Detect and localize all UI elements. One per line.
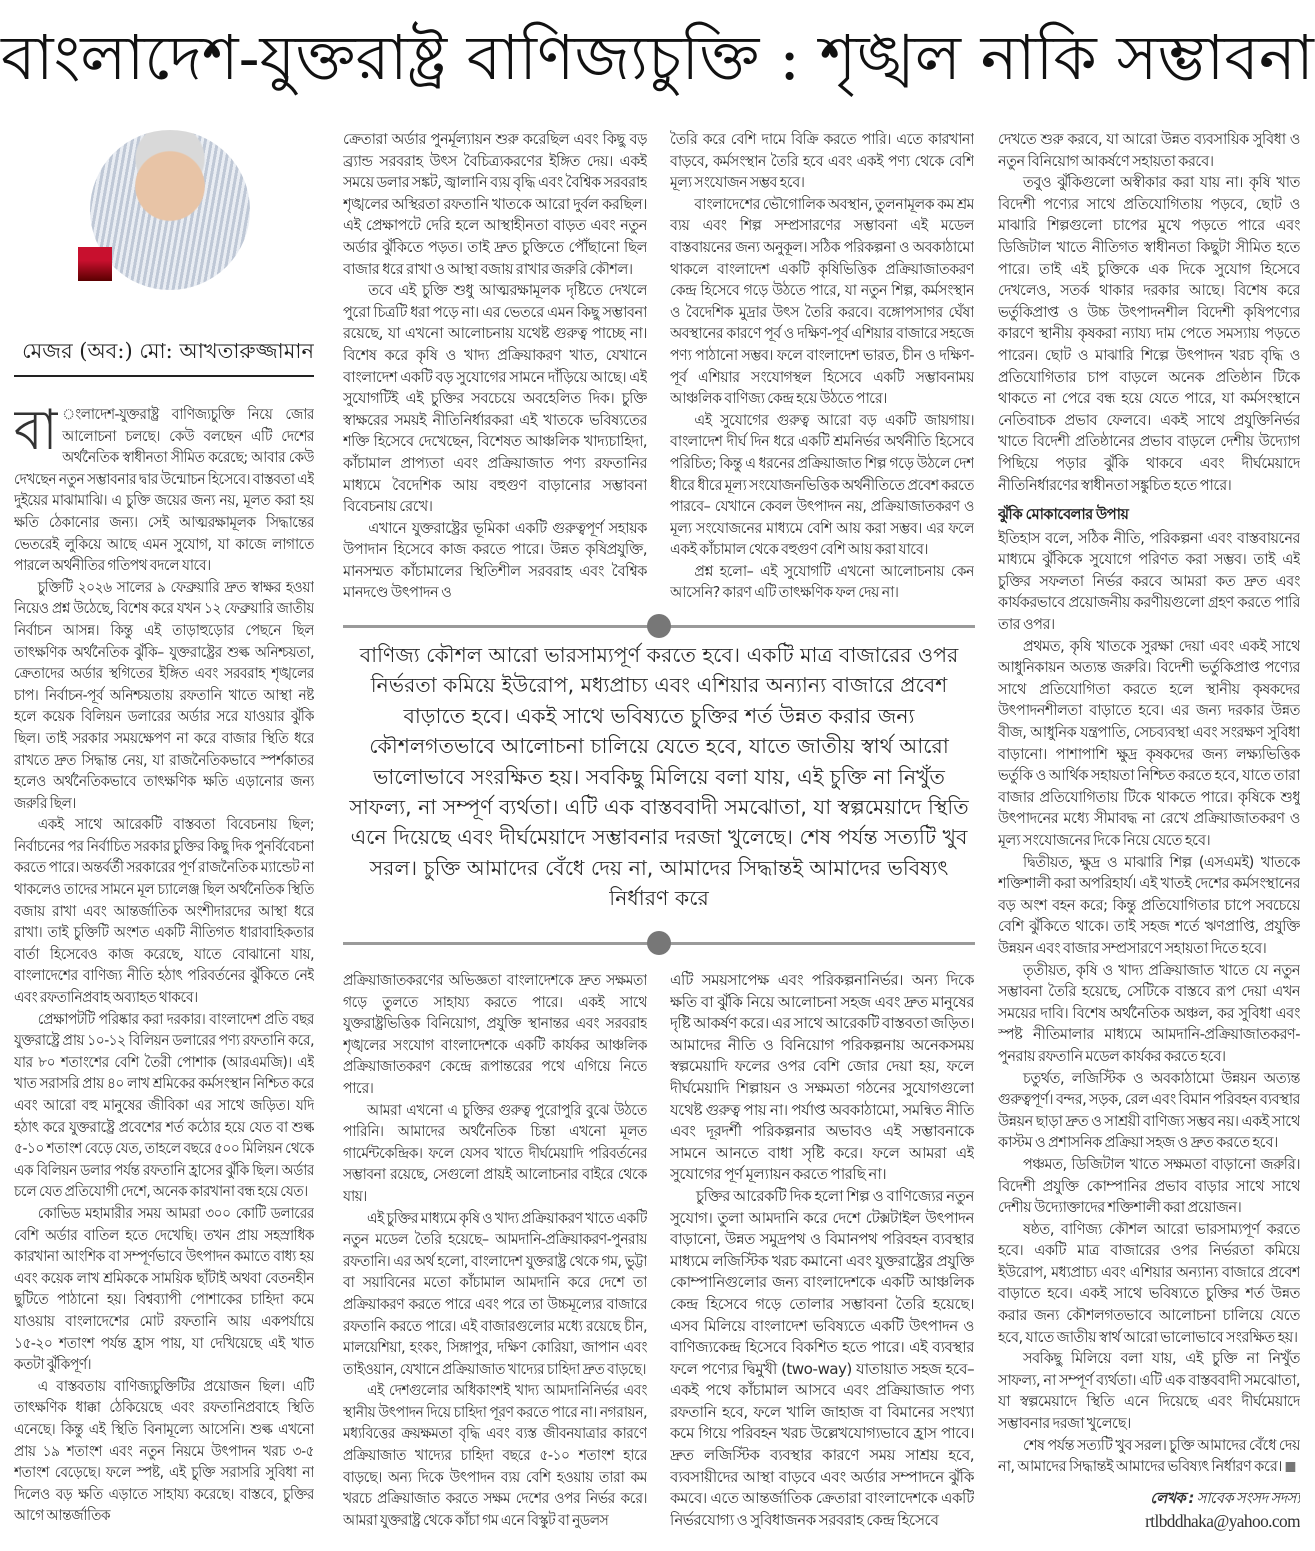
column-3-bottom [670, 970, 974, 1544]
paragraph: এই সুযোগের গুরুত্ব আরো বড় একটি জায়গায়। বাংলাদেশ দীর্ঘ দিন ধরে একটি শ্রমনির্ভর অর্থনীতি হিসেবে পরিচিত; কিন্তু এ ধরনের প্রক্রিয়াজাত শিল্প গড়ে উঠলে দেশ ধীরে ধীরে মূল্য সংযোজনভিত্তিক অর্থনীতিতে প্রবেশ করতে পারবে– যেখানে কেবল উৎপাদন নয়, প্রক্রিয়াজাতকরণ ও মূল্য সংযোজনের মাধ্যমে বেশি আয় করা সম্ভব। এর ফলে একই কাঁচামাল থেকে বহুগুণ বেশি আয় করা যাবে। [670, 410, 974, 559]
end-mark-icon [1286, 1462, 1296, 1472]
paragraph: প্রেক্ষাপটটি পরিষ্কার করা দরকার। বাংলাদেশ প্রতি বছর যুক্তরাষ্ট্রে প্রায় ১০-১২ বিলিয়ন ডলারের পণ্য রফতানি করে, যার ৮০ শতাংশের বেশি তৈরী পোশাক (আরএমজি)। এই খাত সরাসরি প্রায় ৪০ লাখ শ্রমিকের কর্মসংস্থান নিশ্চিত করে এবং আরো বহু মানুষের জীবিকা এর সাথে জড়িত। যদি হঠাৎ করে যুক্তরাষ্ট্রে প্রবেশের শর্ত কঠোর হয়ে যেত বা শুল্ক ৫-১০ শতাংশ বেড়ে যেত, তাহলে বছরে ৫০০ মিলিয়ন থেকে এক বিলিয়ন ডলার পর্যন্ত রফতানি হ্রাসের ঝুঁকি ছিল। অর্ডার চলে যেত প্রতিযোগী দেশে, অনেক কারখানা বন্ধ হয়ে যেত। [14, 1009, 314, 1201]
paragraph: ষষ্ঠত, বাণিজ্য কৌশল আরো ভারসাম্যপূর্ণ করতে হবে। একটি মাত্র বাজারের ওপর নির্ভরতা কমিয়ে ইউরোপ, মধ্যপ্রাচ্য এবং এশিয়ার অন্যান্য বাজারে প্রবেশ বাড়াতে হবে। একই সাথে ভবিষ্যতে চুক্তির শর্ত উন্নত করার জন্য কৌশলগতভাবে আলোচনা চালিয়ে যেতে হবে, যাতে জাতীয় স্বার্থ আরো ভালোভাবে সংরক্ষিত হয়। [998, 1219, 1300, 1346]
photo-accent-block [78, 247, 112, 281]
author-byline: মেজর (অব:) মো: আখতারুজ্জামান [22, 339, 314, 363]
paragraph: এই চুক্তির মাধ্যমে কৃষি ও খাদ্য প্রক্রিয়াকরণ খাতে একটি নতুন মডেল তৈরি হয়েছে– আমদানি-প্রক্রিয়াকরণ-পুনরায় রফতানি। এর অর্থ হলো, বাংলাদেশ যুক্তরাষ্ট্র থেকে গম, ভুট্টা বা সয়াবিনের মতো কাঁচামাল আমদানি করে দেশে তা প্রক্রিয়াকরণ করতে পারে এবং পরে তা উচ্চমূল্যের বাজারে রফতানি করতে পারে। এই বাজারগুলোর মধ্যে রয়েছে চীন, মালয়েশিয়া, হংকং, সিঙ্গাপুর, দক্ষিণ কোরিয়া, জাপান এবং তাইওয়ান, যেখানে প্রক্রিয়াজাত খাদ্যের চাহিদা দ্রুত বাড়ছে। [343, 1208, 647, 1378]
writer-credit [998, 1488, 1300, 1510]
paragraph: ইতিহাস বলে, সঠিক নীতি, পরিকল্পনা এবং বাস্তবায়নের মাধ্যমে ঝুঁকিকে সুযোগে পরিণত করা সম্ভব। তাই এই চুক্তির সফলতা নির্ভর করবে আমরা কত দ্রুত এবং কার্যকরভাবে প্রয়োজনীয় করণীয়গুলো গ্রহণ করতে পারি তার ওপর। [998, 528, 1300, 634]
paragraph: এটি সময়সাপেক্ষ এবং পরিকল্পনানির্ভর। অন্য দিকে ক্ষতি বা ঝুঁকি নিয়ে আলোচনা সহজ এবং দ্রুত মানুষের দৃষ্টি আকর্ষণ করে। এর সাথে আরেকটি বাস্তবতা জড়িত। আমাদের নীতি ও বিনিয়োগ পরিকল্পনায় অনেকসময় স্বল্পমেয়াদি ফলের ওপর বেশি জোর দেয়া হয়, ফলে দীর্ঘমেয়াদি শিল্পায়ন ও সক্ষমতা গঠনের সুযোগগুলো যথেষ্ট গুরুত্ব পায় না। পর্যাপ্ত অবকাঠামো, সমন্বিত নীতি এবং দূরদর্শী পরিকল্পনার অভাবও এই সম্ভাবনাকে সামনে আনতে বাধা সৃষ্টি করে। ফলে আমরা এই সুযোগের পূর্ণ মূল্যায়ন করতে পারছি না। [670, 971, 974, 1184]
paragraph: চুক্তির আরেকটি দিক হলো শিল্প ও বাণিজ্যের নতুন সুযোগ। তুলা আমদানি করে দেশে টেক্সটাইল উৎপাদন বাড়ানো, উন্নত সমুদ্রপথ ও বিমানপথ পরিবহন ব্যবস্থার মাধ্যমে লজিস্টিক খরচ কমানো এবং যুক্তরাষ্ট্রের প্রযুক্তি কোম্পানিগুলোর জন্য বাংলাদেশকে একটি আঞ্চলিক কেন্দ্র হিসেবে গড়ে তোলার সম্ভাবনা তৈরি হয়েছে। এসব মিলিয়ে বাংলাদেশ ভবিষ্যতে একটি উৎপাদন ও বাণিজ্যকেন্দ্র হিসেবে বিকশিত হতে পারে। এই ব্যবস্থার ফলে পণ্যের দ্বিমুখী (two-way) যাতায়াত সহজ হবে– একই পথে কাঁচামাল আসবে এবং প্রক্রিয়াজাত পণ্য রফতানি হবে, ফলে খালি জাহাজ বা বিমানের সংখ্যা কমে গিয়ে পরিবহন খরচ উল্লেখযোগ্যভাবে হ্রাস পাবে। দ্রুত লজিস্টিক ব্যবস্থার কারণে সময় সাশ্রয় হবে, ব্যবসায়ীদের আস্থা বাড়বে এবং অর্ডার সম্পাদনে ঝুঁকি কমবে। এতে আন্তর্জাতিক ক্রেতারা বাংলাদেশকে একটি নির্ভরযোগ্য ও সুবিধাজনক সরবরাহ কেন্দ্র হিসেবে [670, 1186, 974, 1529]
author-email[interactable]: rtlbddhaka@yahoo.com [1145, 1511, 1300, 1532]
paragraph: পঞ্চমত, ডিজিটাল খাতে সক্ষমতা বাড়ানো জরুরি। বিদেশী প্রযুক্তি কোম্পানির প্রভাব বাড়ার সাথে সাথে দেশীয় উদ্যোক্তাদের শক্তিশালী করা প্রয়োজন। [998, 1154, 1300, 1217]
headline: বাংলাদেশ-যুক্তরাষ্ট্র বাণিজ্যচুক্তি : শৃঙ্খল নাকি সম্ভাবনা [1, 21, 1314, 94]
pullquote: বাণিজ্য কৌশল আরো ভারসাম্যপূর্ণ করতে হবে। একটি মাত্র বাজারের ওপর নির্ভরতা কমিয়ে ইউরোপ, মধ্যপ্রাচ্য এবং এশিয়ার অন্যান্য বাজারে প্রবেশ বাড়াতে হবে। একই সাথে ভবিষ্যতে চুক্তির শর্ত উন্নত করার জন্য কৌশলগতভাবে আলোচনা চালিয়ে যেতে হবে, যাতে জাতীয় স্বার্থ আরো ভালোভাবে সংরক্ষিত হয়। সবকিছু মিলিয়ে বলা যায়, এই চুক্তি না নিখুঁত সাফল্য, না সম্পূর্ণ ব্যর্থতা। এটি এক বাস্তববাদী সমঝোতা, যা স্বল্পমেয়াদে স্থিতি এনে দিয়েছে এবং দীর্ঘমেয়াদে সম্ভাবনার দরজা খুলেছে। শেষ পর্যন্ত সত্যটি খুব সরল। চুক্তি আমাদের বেঁধে দেয় না, আমাদের সিদ্ধান্তই আমাদের ভবিষ্যৎ নির্ধারণ করে [349, 643, 969, 911]
paragraph: প্রশ্ন হলো– এই সুযোগটি এখনো আলোচনায় কেন আসেনি? কারণ এটি তাৎক্ষণিক ফল দেয় না। [670, 561, 974, 602]
paragraph: তবুও ঝুঁকিগুলো অস্বীকার করা যায় না। কৃষি খাত বিদেশী পণ্যের সাথে প্রতিযোগিতায় পড়বে, ছোট ও মাঝারি শিল্পগুলো চাপের মুখে পড়তে পারে এবং ডিজিটাল খাতে নীতিগত স্বাধীনতা কিছুটা সীমিত হতে পারে। তাই এই চুক্তিকে এক দিকে সুযোগ হিসেবে দেখলেও, সতর্ক থাকার দরকার আছে। বিশেষ করে ভর্তুকিপ্রাপ্ত ও উচ্চ উৎপাদনশীল বিদেশী কৃষিপণ্যের কারণে স্থানীয় কৃষকরা ন্যায্য দাম পেতে সমস্যায় পড়তে পারেন। ছোট ও মাঝারি শিল্পে উৎপাদন খরচ বৃদ্ধি ও প্রতিযোগিতার চাপ বাড়লে অনেক প্রতিষ্ঠান টিকে থাকতে না পেরে বন্ধ হয়ে যেতে পারে, যা কর্মসংস্থানে নেতিবাচক প্রভাব ফেলবে। একই সাথে প্রযুক্তিনির্ভর খাতে বিদেশী প্রতিষ্ঠানের প্রভাব বাড়লে দেশীয় উদ্যোগ পিছিয়ে পড়ার ঝুঁকি থাকবে এবং দীর্ঘমেয়াদে নীতিনির্ধারণের স্বাধীনতা সঙ্কুচিত হতে পারে। [998, 173, 1300, 494]
paragraph: আমরা এখনো এ চুক্তির গুরুত্ব পুরোপুরি বুঝে উঠতে পারিনি। আমাদের অর্থনৈতিক চিন্তা এখনো মূলত গার্মেন্টকেন্দ্রিক। ফলে যেসব খাতে দীর্ঘমেয়াদি পরিবর্তনের সম্ভাবনা রয়েছে, সেগুলো প্রায়ই আলোচনার বাইরে থেকে যায়। [343, 1100, 647, 1205]
paragraph [14, 404, 314, 577]
column-3-top [670, 129, 974, 605]
paragraph: এই দেশগুলোর অধিকাংশই খাদ্য আমদানিনির্ভর এবং স্থানীয় উৎপাদন দিয়ে চাহিদা পূরণ করতে পারে না। নগরায়ন, মধ্যবিত্তের ক্রয়ক্ষমতা বৃদ্ধি এবং ব্যস্ত জীবনযাত্রার কারণে প্রক্রিয়াজাত খাদ্যের চাহিদা বছরে ৫-১০ শতাংশ হারে বাড়ছে। অন্য দিকে উৎপাদন ব্যয় বেশি হওয়ায় তারা কম খরচে প্রক্রিয়াজাত করতে সক্ষম দেশের ওপর নির্ভর করে। আমরা যুক্তরাষ্ট্র থেকে কাঁচা গম এনে বিস্কুট বা নুডলস [343, 1381, 647, 1529]
column-1 [14, 404, 314, 1544]
author-photo [70, 130, 250, 310]
pullquote-bottom-dot [647, 931, 671, 955]
headline-box [0, 8, 1315, 108]
paragraph: কোভিড মহামারীর সময় আমরা ৩০০ কোটি ডলারের বেশি অর্ডার বাতিল হতে দেখেছি। তখন প্রায় সহস্রাধিক কারখানা আংশিক বা সম্পূর্ণভাবে উৎপাদন কমাতে বাধ্য হয় এবং কয়েক লাখ শ্রমিককে সাময়িক ছাঁটাই অথবা বেতনহীন ছুটিতে পাঠানো হয়। বিশ্বব্যাপী পোশাকের চাহিদা কমে যাওয়ায় বাংলাদেশের মোট রফতানি আয় একপর্যায়ে ১৫-২০ শতাংশ পর্যন্ত হ্রাস পায়, যা দেখিয়েছে এই খাত কতটা ঝুঁকিপূর্ণ। [14, 1203, 314, 1374]
paragraph: প্রথমত, কৃষি খাতকে সুরক্ষা দেয়া এবং একই সাথে আধুনিকায়ন অত্যন্ত জরুরি। বিদেশী ভর্তুকিপ্রাপ্ত পণ্যের সাথে প্রতিযোগিতা করতে হলে স্থানীয় কৃষকদের উৎপাদনশীলতা বাড়াতে হবে। এর জন্য দরকার উন্নত বীজ, আধুনিক যন্ত্রপাতি, সেচব্যবস্থা এবং সংরক্ষণ সুবিধা বাড়ানো। পাশাপাশি ক্ষুদ্র কৃষকদের জন্য লক্ষ্যভিত্তিক ভর্তুকি ও আর্থিক সহায়তা নিশ্চিত করতে হবে, যাতে তারা বাজার প্রতিযোগিতায় টিকে থাকতে পারে। কৃষিকে শুধু উৎপাদনের মধ্যে সীমাবদ্ধ না রেখে প্রক্রিয়াজাতকরণ ও মূল্য সংযোজনের দিকে নিয়ে যেতে হবে। [998, 636, 1300, 849]
paragraph: ক্রেতারা অর্ডার পুনর্মূল্যায়ন শুরু করেছিল এবং কিছু বড় ব্র্যান্ড সরবরাহ উৎস বৈচিত্র্যকরণের ইঙ্গিত দেয়। একই সময়ে ডলার সঙ্কট, জ্বালানি ব্যয় বৃদ্ধি এবং বৈশ্বিক সরবরাহ শৃঙ্খলের অস্থিরতা রফতানি খাতকে আরো দুর্বল করছিল। এই প্রেক্ষাপটে দেরি হলে আস্থাহীনতা বাড়ত এবং নতুন অর্ডার ঝুঁকিতে পড়ত। তাই দ্রুত চুক্তিতে পৌঁছানো ছিল বাজার ধরে রাখা ও আস্থা বজায় রাখার জরুরি কৌশল। [343, 130, 647, 278]
paragraph: তৃতীয়ত, কৃষি ও খাদ্য প্রক্রিয়াজাত খাতে যে নতুন সম্ভাবনা তৈরি হয়েছে, সেটিকে বাস্তবে রূপ দেয়া এখন সময়ের দাবি। বিশেষ অর্থনৈতিক অঞ্চল, কর সুবিধা এবং স্পষ্ট নীতিমালার মাধ্যমে আমদানি-প্রক্রিয়াজাতকরণ-পুনরায় রফতানি মডেল কার্যকর করতে হবে। [998, 960, 1300, 1065]
column-3-bottom-content [670, 970, 974, 1531]
column-4 [998, 129, 1300, 1544]
paragraph: দ্বিতীয়ত, ক্ষুদ্র ও মাঝারি শিল্প (এসএমই) খাতকে শক্তিশালী করা অপরিহার্য। এই খাতই দেশের কর্মসংস্থানের বড় অংশ বহন করে; কিন্তু প্রতিযোগিতার চাপে সবচেয়ে বেশি ঝুঁকিতে থাকে। তাই সহজ শর্তে ঋণপ্রাপ্তি, প্রযুক্তি উন্নয়ন এবং বাজার সম্প্রসারণে সহায়তা দিতে হবে। [998, 852, 1300, 957]
paragraph: চুক্তিটি ২০২৬ সালের ৯ ফেব্রুয়ারি দ্রুত স্বাক্ষর হওয়া নিয়েও প্রশ্ন উঠেছে, বিশেষ করে যখন ১২ ফেব্রুয়ারি জাতীয় নির্বাচন আসন্ন। কিন্তু এই তাড়াহুড়োর পেছনে ছিল তাৎক্ষণিক অর্থনৈতিক ঝুঁকি– যুক্তরাষ্ট্রের শুল্ক অনিশ্চয়তা, ক্রেতাদের অর্ডার স্থগিতের ইঙ্গিত এবং সরবরাহ শৃঙ্খলের চাপ। নির্বাচন-পূর্ব অনিশ্চয়তায় রফতানি খাতে আস্থা নষ্ট হলে কয়েক বিলিয়ন ডলারের অর্ডার সরে যাওয়ার ঝুঁকি ছিল। তাই সরকার সময়ক্ষেপণ না করে বাজার স্থিতি ধরে রাখতে দ্রুত সিদ্ধান্ত নেয়, যা রাজনৈতিকভাবে স্পর্শকাতর হলেও অর্থনৈতিকভাবে তাৎক্ষণিক ক্ষতি এড়ানোর জন্য জরুরি ছিল। [14, 577, 314, 812]
column-4-content [998, 129, 1300, 1533]
dropcap: বা [14, 404, 57, 463]
column-1-content [14, 404, 314, 1527]
author-portrait-image [90, 130, 250, 290]
paragraph: একই সাথে আরেকটি বাস্তবতা বিবেচনায় ছিল; নির্বাচনের পর নির্বাচিত সরকার চুক্তির কিছু দিক পুনর্বিবেচনা করতে পারে। অন্তর্বর্তী সরকারের পূর্ণ রাজনৈতিক ম্যান্ডেট না থাকলেও তাদের সামনে মূল চ্যালেঞ্জ ছিল অর্থনৈতিক স্থিতি বজায় রাখা এবং আন্তর্জাতিক অংশীদারদের আস্থা ধরে রাখা। তাই চুক্তিটি অংশত একটি নীতিগত ধারাবাহিকতার বার্তা হিসেবেও কাজ করেছে, যাতে বোঝানো যায়, বাংলাদেশের বাণিজ্য নীতি হঠাৎ পরিবর্তনের ঝুঁকিতে নেই এবং রফতানিপ্রবাহ অব্যাহত থাকবে। [14, 815, 314, 1007]
paragraph: সবকিছু মিলিয়ে বলা যায়, এই চুক্তি না নিখুঁত সাফল্য, না সম্পূর্ণ ব্যর্থতা। এটি এক বাস্তববাদী সমঝোতা, যা স্বল্পমেয়াদে স্থিতি এনে দিয়েছে এবং দীর্ঘমেয়াদে সম্ভাবনার দরজা খুলেছে। [998, 1349, 1300, 1433]
column-2-bottom [343, 970, 647, 1544]
paragraph: এ বাস্তবতায় বাণিজ্যচুক্তিটির প্রয়োজন ছিল। এটি তাৎক্ষণিক ধাক্কা ঠেকিয়েছে এবং রফতানিপ্রবাহে স্থিতি এনেছে। কিন্তু এই স্থিতি বিনামূল্যে আসেনি। শুল্ক এখনো প্রায় ১৯ শতাংশ এবং নতুন নিয়মে উৎপাদন খরচ ৩-৫ শতাংশ বেড়েছে। ফলে স্পষ্ট, এই চুক্তি সরাসরি সুবিধা না দিলেও বড় ক্ষতি এড়াতে সাহায্য করেছে। বাস্তবে, চুক্তির আগে আন্তর্জাতিক [14, 1376, 314, 1525]
column-2-top-content [343, 129, 647, 604]
paragraph-final [998, 1435, 1300, 1478]
writer-description: সাবেক সংসদ সদস্য [1196, 1488, 1300, 1507]
pullquote-box [343, 640, 975, 924]
paragraph: দেখতে শুরু করবে, যা আরো উন্নত ব্যবসায়িক সুবিধা ও নতুন বিনিয়োগ আকর্ষণে সহায়তা করবে। [998, 130, 1300, 170]
column-2-top [343, 129, 647, 605]
paragraph: প্রক্রিয়াজাতকরণের অভিজ্ঞতা বাংলাদেশকে দ্রুত সক্ষমতা গড়ে তুলতে সাহায্য করতে পারে। একই সাথে যুক্তরাষ্ট্রভিত্তিক বিনিয়োগ, প্রযুক্তি স্থানান্তর এবং সরবরাহ শৃঙ্খলের সংযোগ বাংলাদেশকে একটি কার্যকর আঞ্চলিক প্রক্রিয়াজাতকরণ কেন্দ্রে রূপান্তরের পথে এগিয়ে নিতে পারে। [343, 971, 647, 1097]
paragraph: এখানে যুক্তরাষ্ট্রের ভূমিকা একটি গুরুত্বপূর্ণ সহায়ক উপাদান হিসেবে কাজ করতে পারে। উন্নত কৃষিপ্রযুক্তি, মানসম্মত কাঁচামালের স্থিতিশীল সরবরাহ এবং বৈশ্বিক মানদণ্ডে উৎপাদন ও [343, 518, 647, 602]
author-byline-box [14, 336, 314, 368]
writer-label: লেখক : [1150, 1488, 1194, 1507]
subheading: ঝুঁকি মোকাবেলার উপায় [998, 505, 1129, 524]
paragraph-text: ংলাদেশ-যুক্তরাষ্ট্র বাণিজ্যচুক্তি নিয়ে জোর আলোচনা চলছে। কেউ বলছেন এটি দেশের অর্থনৈতিক স্বাধীনতা সীমিত করেছে; আবার কেউ দেখছেন নতুন সম্ভাবনার দ্বার উন্মোচন হিসেবে। বাস্তবতা এই দুইয়ের মাঝামাঝি। এ চুক্তি জয়ের জন্য নয়, মূলত করা হয় ক্ষতি ঠেকানোর জন্য। সেই আত্মরক্ষামূলক সিদ্ধান্তের ভেতরেই লুকিয়ে আছে এমন সুযোগ, যা কাজে লাগাতে পারলে অর্থনীতির গতিপথ বদলে যাবে। [14, 405, 314, 575]
column-3-top-content [670, 129, 974, 604]
paragraph: তৈরি করে বেশি দামে বিক্রি করতে পারি। এতে কারখানা বাড়বে, কর্মসংস্থান তৈরি হবে এবং একই পণ্য থেকে বেশি মূল্য সংযোজন সম্ভব হবে। [670, 130, 974, 192]
paragraph: তবে এই চুক্তি শুধু আত্মরক্ষামূলক দৃষ্টিতে দেখলে পুরো চিত্রটি ধরা পড়ে না। এর ভেতরে এমন কিছু সম্ভাবনা রয়েছে, যা এখনো আলোচনায় যথেষ্ট গুরুত্ব পাচ্ছে না। বিশেষ করে কৃষি ও খাদ্য প্রক্রিয়াকরণ খাত, যেখানে বাংলাদেশ একটি বড় সুযোগের সামনে দাঁড়িয়ে আছে। এই সুযোগটিই এই চুক্তির সবচেয়ে অবহেলিত দিক। চুক্তি স্বাক্ষরের সময়ই নীতিনির্ধারকরা এই খাতকে ভবিষ্যতের শক্তি হিসেবে দেখেছেন, বিশেষত আঞ্চলিক খাদ্যচাহিদা, কাঁচামাল প্রাপ্যতা এবং প্রক্রিয়াজাত পণ্য রফতানির মাধ্যমে বৈদেশিক আয় বহুগুণ বাড়ানোর সম্ভাবনা বিবেচনায় রেখে। [343, 281, 647, 516]
paragraph: চতুর্থত, লজিস্টিক ও অবকাঠামো উন্নয়ন অত্যন্ত গুরুত্বপূর্ণ। বন্দর, সড়ক, রেল এবং বিমান পরিবহন ব্যবস্থার উন্নয়ন ছাড়া দ্রুত ও সাশ্রয়ী বাণিজ্য সম্ভব নয়। একই সাথে কাস্টম ও প্রশাসনিক প্রক্রিয়া সহজ ও দ্রুত করতে হবে। [998, 1068, 1300, 1152]
column-2-bottom-content [343, 970, 647, 1531]
pullquote-top-dot [647, 614, 671, 638]
paragraph: বাংলাদেশের ভৌগোলিক অবস্থান, তুলনামূলক কম শ্রম ব্যয় এবং শিল্প সম্প্রসারণের সম্ভাবনা এই মডেল বাস্তবায়নের জন্য অনুকূল। সঠিক পরিকল্পনা ও অবকাঠামো থাকলে বাংলাদেশ একটি কৃষিভিত্তিক প্রক্রিয়াজাতকরণ কেন্দ্র হিসেবে গড়ে উঠতে পারে, যা নতুন শিল্প, কর্মসংস্থান ও বৈদেশিক মুদ্রার উৎস তৈরি করবে। বঙ্গোপসাগর ঘেঁষা অবস্থানের কারণে পূর্ব ও দক্ষিণ-পূর্ব এশিয়ার বাজারে সহজে পণ্য পাঠানো সম্ভব। ফলে বাংলাদেশ ভারত, চীন ও দক্ষিণ-পূর্ব এশিয়ার সংযোগস্থল হিসেবে একটি সম্ভাবনাময় আঞ্চলিক বাণিজ্য কেন্দ্র হয়ে উঠতে পারে। [670, 194, 974, 408]
byline-divider [14, 375, 314, 377]
paragraph-text: শেষ পর্যন্ত সত্যটি খুব সরল। চুক্তি আমাদের বেঁধে দেয় না, আমাদের সিদ্ধান্তই আমাদের ভবিষ্যৎ নির্ধারণ করে। [998, 1435, 1300, 1476]
